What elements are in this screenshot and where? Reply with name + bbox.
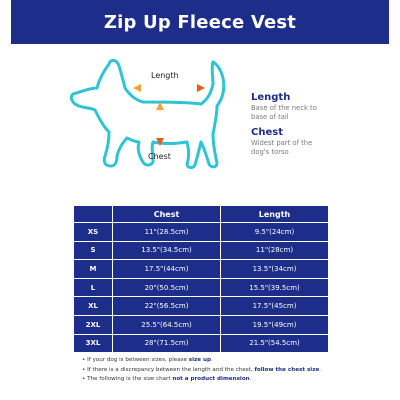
legend-chest	[251, 127, 331, 156]
chest-arrow	[156, 102, 164, 146]
size-cell: XL	[74, 297, 113, 316]
chest-cell: 11"(28.5cm)	[113, 223, 221, 242]
size-cell: S	[74, 241, 113, 260]
chest-cell: 20"(50.5cm)	[113, 278, 221, 297]
chest-cell: 25.5"(64.5cm)	[113, 315, 221, 334]
size-cell: M	[74, 260, 113, 279]
title-banner	[11, 0, 389, 44]
table-row	[74, 297, 329, 316]
table-row	[74, 223, 329, 242]
legend-chest-description: Widest part of the dog's torso	[251, 139, 313, 156]
dog-outline-illustration	[11, 44, 389, 204]
legend-chest-title: Chest	[251, 127, 283, 138]
note-item: • If your dog is between sizes, please size up.	[82, 357, 213, 363]
note-item: • If there is a discrepancy between the length and the chest, follow the chest size.	[82, 366, 322, 373]
chest-cell: 28"(71.5cm)	[113, 334, 221, 353]
chest-cell: 22"(56.5cm)	[113, 297, 221, 316]
length-cell: 19.5"(49cm)	[221, 315, 329, 334]
table-row	[74, 260, 329, 279]
column-header-chest: Chest	[113, 206, 221, 223]
size-cell: L	[74, 278, 113, 297]
size-cell: XS	[74, 223, 113, 242]
column-header-size	[74, 206, 113, 223]
legend-length	[251, 92, 331, 121]
column-header-length: Length	[221, 206, 329, 223]
length-cell: 21.5"(54.5cm)	[221, 334, 329, 353]
size-cell: 2XL	[74, 315, 113, 334]
length-cell: 17.5"(45cm)	[221, 297, 329, 316]
size-cell: 3XL	[74, 334, 113, 353]
table-header-row	[74, 206, 329, 223]
dog-diagram	[11, 44, 389, 204]
page-title: Zip Up Fleece Vest	[103, 11, 297, 33]
size-notes	[82, 356, 382, 385]
chest-diagram-label: Chest	[148, 152, 171, 161]
size-table	[73, 205, 329, 353]
legend-length-description: Base of the neck to base of tail	[251, 104, 317, 121]
table-row	[74, 315, 329, 334]
size-chart-card	[11, 0, 389, 400]
chest-cell: 17.5"(44cm)	[113, 260, 221, 279]
table-row	[74, 241, 329, 260]
legend-length-title: Length	[251, 92, 291, 103]
table-row	[74, 334, 329, 353]
chest-cell: 13.5"(34.5cm)	[113, 241, 221, 260]
length-arrow	[133, 84, 205, 92]
table-row	[74, 278, 329, 297]
note-item: • The following is the size chart not a product dimension.	[82, 376, 252, 382]
length-cell: 15.5"(39.5cm)	[221, 278, 329, 297]
length-cell: 9.5"(24cm)	[221, 223, 329, 242]
length-cell: 11"(28cm)	[221, 241, 329, 260]
length-cell: 13.5"(34cm)	[221, 260, 329, 279]
length-diagram-label: Length	[151, 71, 179, 80]
